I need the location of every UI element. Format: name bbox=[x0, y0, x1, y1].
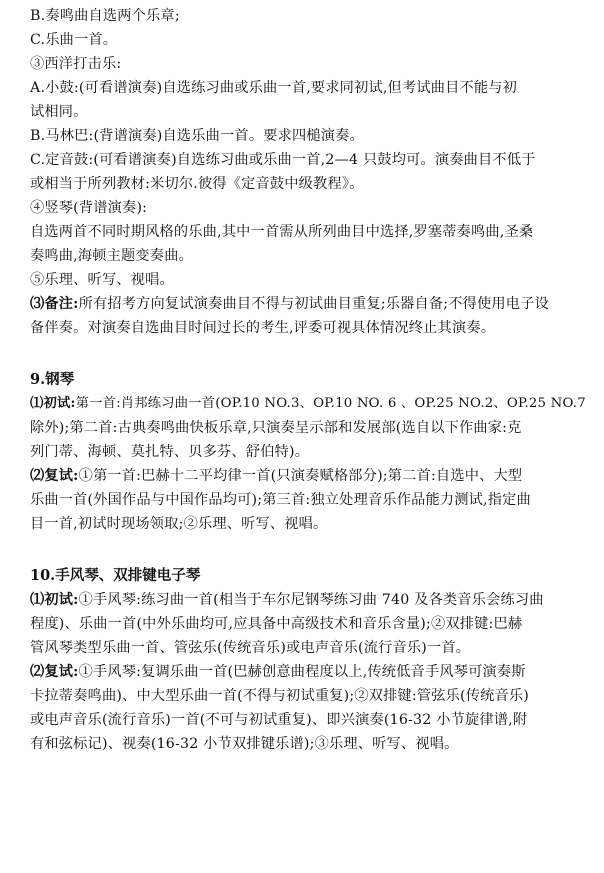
retest-text: ①手风琴:复调乐曲一首(巴赫创意曲程度以上,传统低音手风琴可演奏斯 bbox=[78, 664, 526, 680]
text-line: C.乐曲一首。 bbox=[30, 32, 118, 48]
retest-label: ⑵复试: bbox=[30, 468, 79, 484]
text-line: B.奏鸣曲自选两个乐章; bbox=[30, 8, 180, 24]
text-line: 管风琴类型乐曲一首、管弦乐(传统音乐)或电声音乐(流行音乐)一首。 bbox=[30, 640, 471, 656]
text-line: 自选两首不同时期风格的乐曲,其中一首需从所列曲目中选择,罗塞蒂奏鸣曲,圣桑 bbox=[30, 224, 534, 240]
document-page bbox=[30, 4, 590, 756]
text-line: 或电声音乐(流行音乐)一首(不可与初试重复)、即兴演奏(16-32 小节旋律谱,附 bbox=[30, 712, 528, 728]
section-title-accordion: 10.手风琴、双排键电子琴 bbox=[30, 567, 201, 584]
note-label: ⑶备注: bbox=[30, 296, 79, 312]
note-text: 所有招考方向复试演奏曲目不得与初试曲目重复;乐器自备;不得使用电子设 bbox=[78, 296, 549, 312]
retest-paragraph bbox=[30, 660, 590, 684]
text-line: 列门蒂、海顿、莫扎特、贝多芬、舒伯特)。 bbox=[30, 444, 310, 460]
retest-label: ⑵复试: bbox=[30, 664, 79, 680]
text-line: 卡拉蒂奏鸣曲)、中大型乐曲一首(不得与初试重复);②双排键:管弦乐(传统音乐) bbox=[30, 688, 530, 704]
subheading-percussion: ③西洋打击乐: bbox=[30, 56, 122, 72]
text-line: C.定音鼓:(可看谱演奏)自选练习曲或乐曲一首,2—4 只鼓均可。演奏曲目不低于 bbox=[30, 152, 536, 168]
text-line: 目一首,初试时现场领取;②乐理、听写、视唱。 bbox=[30, 516, 328, 532]
text-line: 备伴奏。对演奏自选曲目时间过长的考生,评委可视具体情况终止其演奏。 bbox=[30, 320, 496, 336]
text-line: 乐曲一首(外国作品与中国作品均可);第三首:独立处理音乐作品能力测试,指定曲 bbox=[30, 492, 531, 508]
subheading-harp: ④竖琴(背谱演奏): bbox=[30, 200, 148, 216]
text-line: 有和弦标记)、视奏(16-32 小节双排键乐谱);③乐理、听写、视唱。 bbox=[30, 736, 459, 752]
text-line: 或相当于所列教材:米切尔.彼得《定音鼓中级教程》。 bbox=[30, 176, 364, 192]
text-line: 试相同。 bbox=[30, 104, 88, 120]
retest-text: ①第一首:巴赫十二平均律一首(只演奏赋格部分);第二首:自选中、大型 bbox=[78, 468, 523, 484]
text-line: B.马林巴:(背谱演奏)自选乐曲一首。要求四槌演奏。 bbox=[30, 128, 364, 144]
prelim-paragraph bbox=[30, 392, 590, 416]
text-line: 奏鸣曲,海顿主题变奏曲。 bbox=[30, 248, 193, 264]
prelim-label: ⑴初试: bbox=[30, 592, 79, 608]
text-line: ⑤乐理、听写、视唱。 bbox=[30, 272, 174, 288]
text-line: 除外);第二首:古典奏鸣曲快板乐章,只演奏呈示部和发展部(选自以下作曲家:克 bbox=[30, 420, 522, 436]
prelim-label: ⑴初试: bbox=[30, 396, 76, 411]
text-line: A.小鼓:(可看谱演奏)自选练习曲或乐曲一首,要求同初试,但考试曲目不能与初 bbox=[30, 80, 518, 96]
note-paragraph bbox=[30, 292, 590, 316]
retest-paragraph bbox=[30, 464, 590, 488]
prelim-text: 第一首:肖邦练习曲一首(OP.10 NO.3、OP.10 NO. 6 、OP.25 NO.2、OP.25 NO.7 bbox=[75, 396, 586, 411]
section-spacer bbox=[30, 536, 590, 564]
section-title-piano: 9.钢琴 bbox=[30, 371, 75, 388]
section-spacer bbox=[30, 340, 590, 368]
text-line: 程度)、乐曲一首(中外乐曲均可,应具备中高级技术和音乐含量);②双排键:巴赫 bbox=[30, 616, 523, 632]
prelim-text: ①手风琴:练习曲一首(相当于车尔尼钢琴练习曲 740 及各类音乐会练习曲 bbox=[78, 592, 544, 608]
prelim-paragraph bbox=[30, 588, 590, 612]
